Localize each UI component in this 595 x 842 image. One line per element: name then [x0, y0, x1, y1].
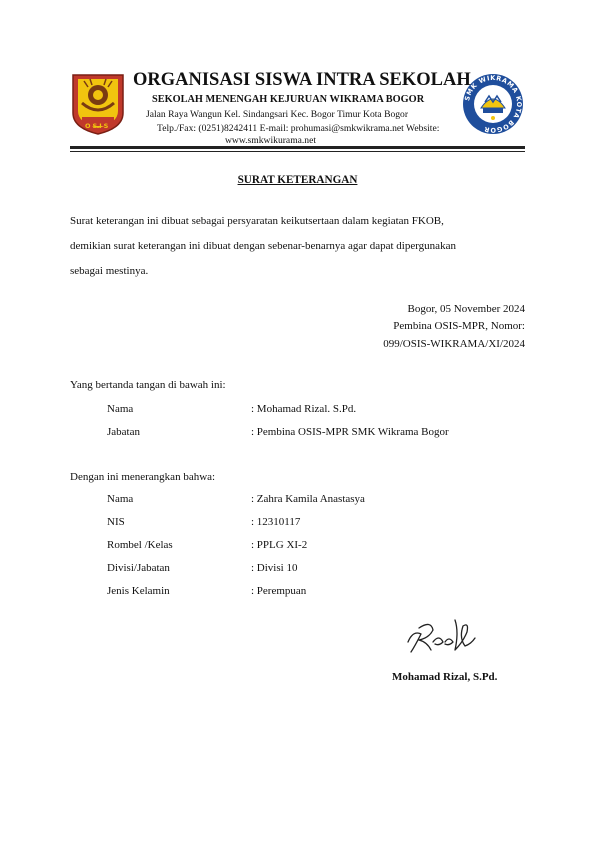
- letterhead-divider-thin: [70, 151, 525, 152]
- body-line: Surat keterangan ini dibuat sebagai persyaratan keikutsertaan dalam kegiatan FKOB,: [70, 215, 444, 227]
- field-value: : Mohamad Rizal. S.Pd.: [251, 403, 357, 415]
- letter-number: 099/OSIS-WIKRAMA/XI/2024: [383, 337, 525, 350]
- org-name: ORGANISASI SISWA INTRA SEKOLAH: [133, 70, 471, 90]
- school-website: www.smkwikurama.net: [225, 135, 317, 146]
- signer-name: Mohamad Rizal, S.Pd.: [392, 671, 498, 683]
- letterhead-divider: [70, 146, 525, 149]
- field-value: : Zahra Kamila Anastasya: [251, 493, 365, 505]
- field-value: : PPLG XI-2: [251, 539, 308, 551]
- field-label: Divisi/Jabatan: [107, 562, 170, 574]
- document-title: SURAT KETERANGAN: [237, 174, 358, 186]
- field-label: Jabatan: [107, 426, 140, 438]
- place-date: Bogor, 05 November 2024: [407, 303, 525, 315]
- school-name: SEKOLAH MENENGAH KEJURUAN WIKRAMA BOGOR: [152, 94, 425, 105]
- date-number-block: [383, 301, 525, 353]
- signer-intro: Yang bertanda tangan di bawah ini:: [70, 379, 226, 391]
- field-value: : Pembina OSIS-MPR SMK Wikrama Bogor: [251, 426, 449, 438]
- handwritten-signature: [405, 612, 485, 658]
- school-address: Jalan Raya Wangun Kel. Sindangsari Kec. Bogor Timur Kota Bogor: [146, 109, 409, 120]
- field-label: Jenis Kelamin: [107, 585, 170, 597]
- letter-number-label: Pembina OSIS-MPR, Nomor:: [393, 320, 525, 333]
- field-label: Rombel /Kelas: [107, 539, 173, 551]
- body-line: demikian surat keterangan ini dibuat dengan sebenar-benarnya agar dapat dipergunakan: [70, 240, 456, 252]
- svg-text:SMK WIKRAMA KOTA BOGOR: SMK WIKRAMA KOTA BOGOR: [463, 73, 524, 135]
- body-paragraph: [70, 209, 525, 284]
- field-value: : Divisi 10: [251, 562, 298, 574]
- field-label: Nama: [107, 403, 134, 415]
- subject-intro: Dengan ini menerangkan bahwa:: [70, 471, 216, 483]
- field-label: NIS: [107, 516, 125, 528]
- osis-logo-text: OSIS: [85, 122, 111, 130]
- body-line: sebagai mestinya.: [70, 265, 149, 277]
- field-label: Nama: [107, 493, 134, 505]
- school-contact: Telp./Fax: (0251)8242411 E-mail: prohumasi@smkwikrama.net Website:: [157, 123, 440, 134]
- field-value: : 12310117: [251, 516, 301, 528]
- field-value: : Perempuan: [251, 585, 307, 597]
